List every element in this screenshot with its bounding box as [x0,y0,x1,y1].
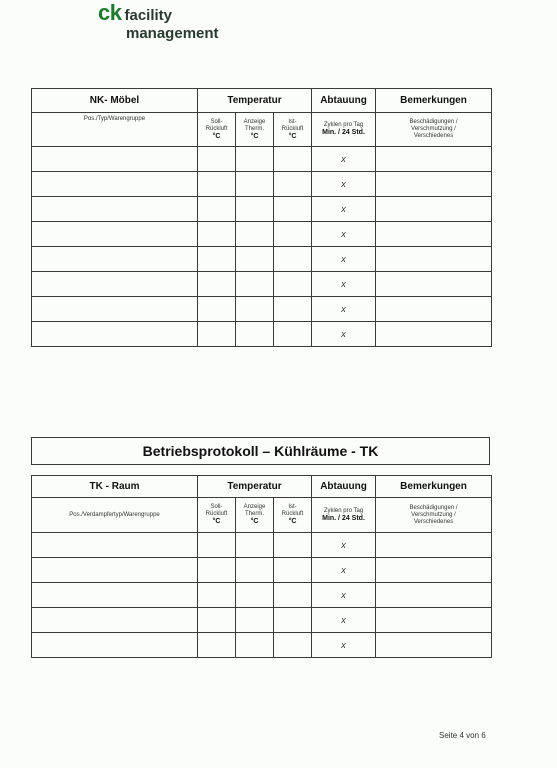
subheader-row [32,113,492,147]
col-header-abtauung: Abtauung [312,476,376,498]
tk-raum-table [31,475,492,658]
logo-line1: facility [124,7,173,24]
table-row [32,533,492,558]
abtauung-mark[interactable]: x [312,633,376,658]
section-title: Betriebsprotokoll – Kühlräume - TK [31,437,490,465]
header-row [32,89,492,113]
subheader-anzeige: Anzeige Therm. °C [236,498,274,533]
abtauung-mark[interactable]: x [312,197,376,222]
subheader-zyklen: Zyklen pro Tag Min. / 24 Std. [312,498,376,533]
subheader-ist: Ist- Rückluft °C [274,498,312,533]
logo-ck: ck [98,0,122,25]
col-header-temperatur: Temperatur [198,89,312,113]
abtauung-mark[interactable]: x [312,172,376,197]
col-header-bemerkungen: Bemerkungen [376,89,492,113]
table-row [32,583,492,608]
table-row [32,172,492,197]
col-header-abtauung: Abtauung [312,89,376,113]
table-row [32,297,492,322]
header-row [32,476,492,498]
table-row [32,222,492,247]
abtauung-mark[interactable]: x [312,533,376,558]
subheader-zyklen: Zyklen pro Tag Min. / 24 Std. [312,113,376,147]
abtauung-mark[interactable]: x [312,147,376,172]
table-row [32,608,492,633]
table-row [32,197,492,222]
subheader-beschaedigungen: Beschädigungen / Verschmutzung / Verschiedenes [376,498,492,533]
col-header-bemerkungen: Bemerkungen [376,476,492,498]
nk-moebel-table [31,88,492,347]
abtauung-mark[interactable]: x [312,297,376,322]
company-logo [98,2,219,41]
abtauung-mark[interactable]: x [312,608,376,633]
subheader-soll: Soll- Rückluft °C [198,498,236,533]
abtauung-mark[interactable]: x [312,558,376,583]
subheader-beschaedigungen: Beschädigungen / Verschmutzung / Verschiedenes [376,113,492,147]
subheader-position: Pos./Typ/Warengruppe [32,113,198,147]
abtauung-mark[interactable]: x [312,322,376,347]
table-row [32,633,492,658]
col-header-tk-raum: TK - Raum [32,476,198,498]
page-number: Seite 4 von 6 [439,731,486,740]
table-row [32,247,492,272]
abtauung-mark[interactable]: x [312,222,376,247]
subheader-ist: Ist- Rückluft °C [274,113,312,147]
logo-line2: management [126,25,219,42]
subheader-anzeige: Anzeige Therm. °C [236,113,274,147]
subheader-soll: Soll- Rückluft °C [198,113,236,147]
subheader-row [32,498,492,533]
table-row [32,272,492,297]
subheader-position: Pos./Verdampfertyp/Warengruppe [32,498,198,533]
table-row [32,322,492,347]
abtauung-mark[interactable]: x [312,247,376,272]
table-row [32,147,492,172]
col-header-nk-moebel: NK- Möbel [32,89,198,113]
col-header-temperatur: Temperatur [198,476,312,498]
abtauung-mark[interactable]: x [312,272,376,297]
table-row [32,558,492,583]
abtauung-mark[interactable]: x [312,583,376,608]
